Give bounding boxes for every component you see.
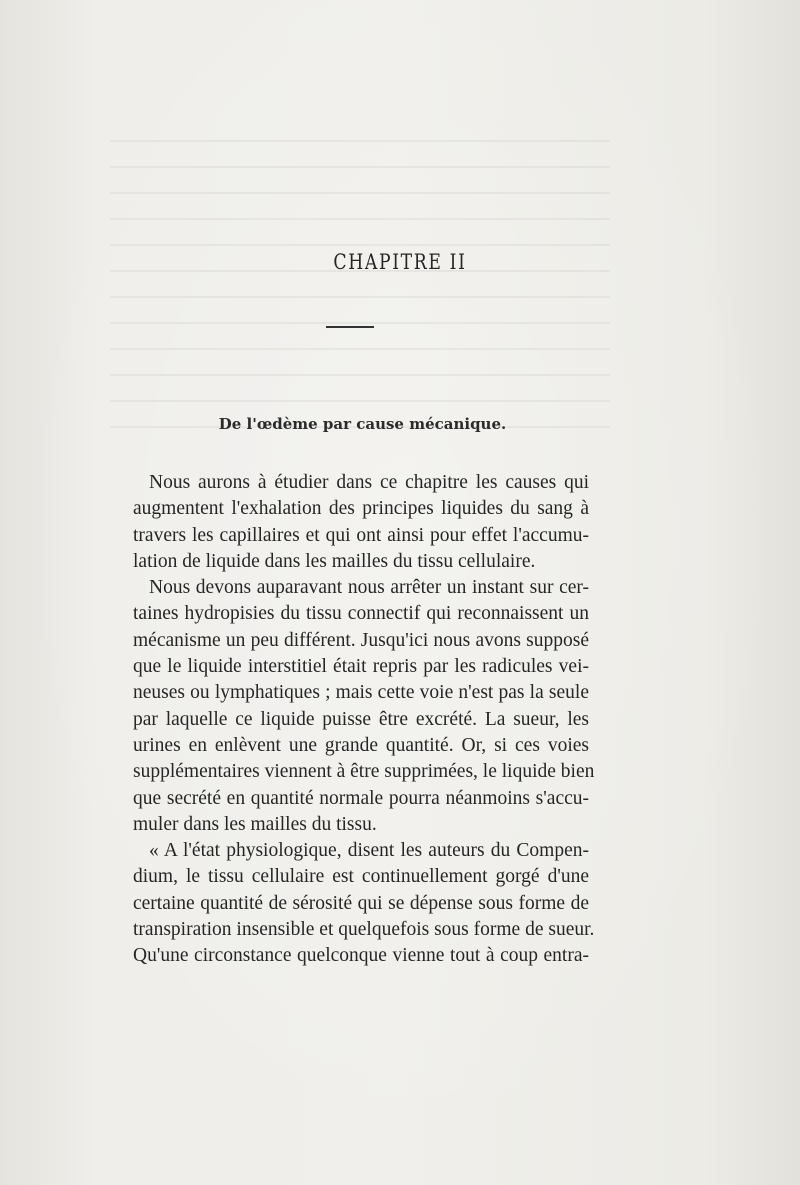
text-line: augmentent l'exhalation des principes liquides du sang à <box>133 498 589 520</box>
text-line: Nous aurons à étudier dans ce chapitre les causes qui <box>149 472 589 493</box>
body-text <box>117 470 595 970</box>
text-line: Qu'une circonstance quelconque vienne tout à coup entra- <box>133 945 589 967</box>
text-line: que secrété en quantité normale pourra néanmoins s'accu- <box>133 787 589 809</box>
text-line: que le liquide interstitiel était repris par les radicules vei- <box>133 656 589 678</box>
text-line: travers les capillaires et qui ont ainsi pour effet l'accumu- <box>133 524 589 546</box>
text-line: mécanisme un peu différent. Jusqu'ici nous avons supposé <box>133 629 589 651</box>
text-line: neuses ou lymphatiques ; mais cette voie n'est pas la seule <box>133 682 589 704</box>
text-line: dium, le tissu cellulaire est continuellement gorgé d'une <box>133 866 589 888</box>
paragraph-3 <box>117 838 595 969</box>
paragraph-1 <box>117 470 589 575</box>
text-line: lation de liquide dans les mailles du tissu cellulaire. <box>133 550 536 572</box>
text-line: taines hydropisies du tissu connectif qui reconnaissent un <box>133 603 589 625</box>
text-line: urines en enlèvent une grande quantité. Or, si ces voies <box>133 734 589 756</box>
section-title: De l'œdème par cause mécanique. <box>218 415 507 433</box>
chapter-title: CHAPITRE II <box>333 250 467 274</box>
text-line: muler dans les mailles du tissu. <box>133 813 377 835</box>
title-rule <box>326 326 374 328</box>
text-line: Nous devons auparavant nous arrêter un instant sur cer- <box>149 577 589 599</box>
text-line: par laquelle ce liquide puisse être excrété. La sueur, les <box>133 708 589 730</box>
show-through-text <box>110 140 610 440</box>
paragraph-2 <box>117 575 595 838</box>
text-line: « A l'état physiologique, disent les auteurs du Compen- <box>149 840 589 862</box>
text-line: supplémentaires viennent à être supprimées, le liquide bien <box>133 761 595 783</box>
text-line: certaine quantité de sérosité qui se dépense sous forme de <box>133 892 589 914</box>
text-line: transpiration insensible et quelquefois sous forme de sueur. <box>133 919 595 941</box>
